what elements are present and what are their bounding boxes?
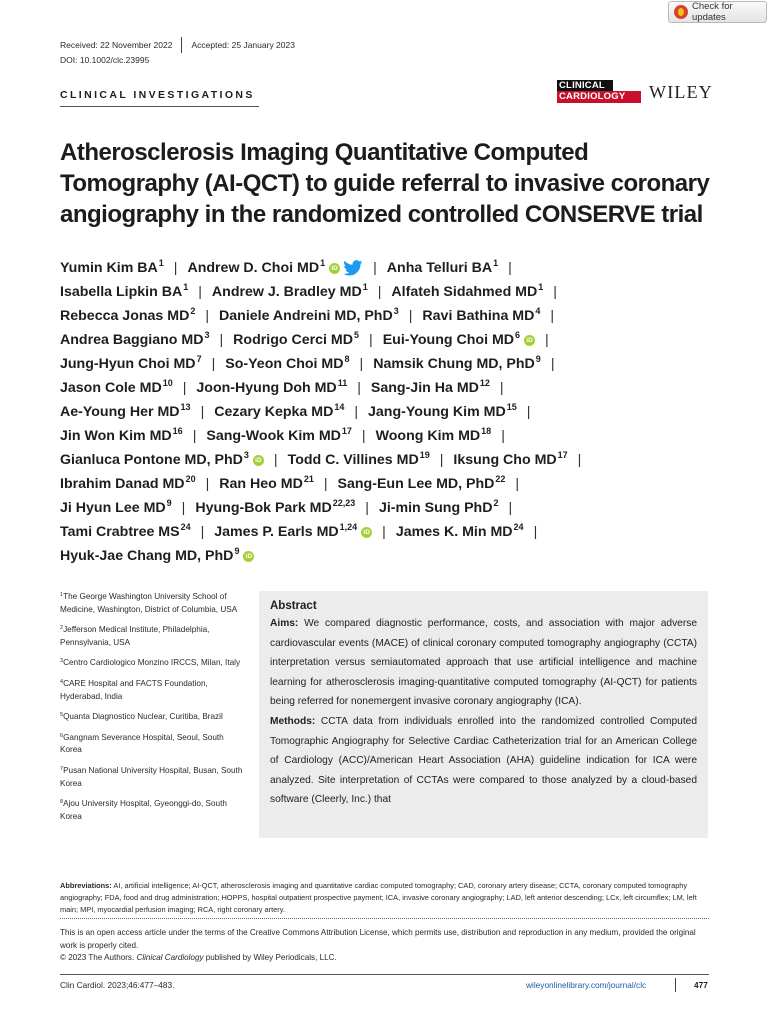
affiliation-text: Centro Cardiologico Monzino IRCCS, Milan, Italy	[63, 658, 241, 668]
author-affiliation-number: 17	[557, 450, 568, 460]
author-affiliation-number: 1	[362, 282, 368, 292]
orcid-icon[interactable]: iD	[524, 335, 535, 346]
author-separator: |	[361, 428, 366, 444]
author-name: Sang-Wook Kim MD	[206, 428, 341, 444]
author-affiliation-number: 13	[180, 402, 191, 412]
author-name: Ji Hyun Lee MD	[60, 500, 166, 516]
author-name: Joon-Hyung Doh MD	[196, 380, 337, 396]
affiliation-number: 5	[60, 712, 64, 719]
author-separator: |	[508, 260, 512, 276]
author-separator: |	[200, 524, 205, 540]
author-affiliation-number: 1	[320, 258, 326, 268]
copyright-journal: Clinical Cardiology	[136, 953, 204, 963]
author-separator: |	[508, 500, 513, 516]
affiliation-list	[60, 589, 246, 829]
author-name: Gianluca Pontone MD, PhD	[60, 452, 243, 468]
author-separator: |	[553, 284, 557, 300]
author-affiliation-number: 1	[538, 282, 544, 292]
author-affiliation-number: 10	[162, 378, 173, 388]
author-affiliation-number: 9	[166, 498, 172, 508]
author-affiliation-number: 1	[183, 282, 189, 292]
author-separator: |	[200, 404, 205, 420]
author-line	[60, 424, 720, 448]
author-separator: |	[515, 476, 520, 492]
author-line	[60, 256, 720, 280]
author-separator: |	[499, 380, 504, 396]
citation: Clin Cardiol. 2023;46:477–483.	[60, 980, 175, 990]
author-affiliation-number: 3	[243, 450, 249, 460]
check-for-updates-button[interactable]	[668, 1, 767, 23]
author-affiliation-number: 9	[535, 354, 541, 364]
orcid-icon[interactable]: iD	[253, 455, 264, 466]
affiliation-text: CARE Hospital and FACTS Foundation, Hyderabad, India	[60, 678, 208, 701]
author-separator: |	[359, 356, 364, 372]
author-name: Ran Heo MD	[219, 476, 303, 492]
author-name: Iksung Cho MD	[453, 452, 557, 468]
methods-label: Methods:	[270, 715, 316, 727]
section-label: CLINICAL INVESTIGATIONS	[60, 89, 255, 101]
copyright-line	[60, 952, 709, 965]
author-affiliation-number: 3	[393, 306, 399, 316]
author-name: James K. Min MD	[395, 524, 513, 540]
affiliation-item	[60, 622, 246, 649]
affiliation-number: 4	[60, 678, 64, 685]
author-affiliation-number: 22,23	[332, 498, 356, 508]
author-affiliation-number: 22	[495, 474, 506, 484]
author-affiliation-number: 20	[185, 474, 196, 484]
orcid-icon[interactable]: iD	[243, 551, 254, 562]
author-separator: |	[205, 308, 210, 324]
author-name: Jin Won Kim MD	[60, 428, 172, 444]
author-affiliation-number: 2	[190, 306, 196, 316]
author-name: Yumin Kim BA	[60, 260, 158, 276]
author-line	[60, 472, 720, 496]
author-affiliation-number: 9	[234, 546, 240, 556]
aims-text: We compared diagnostic performance, costs, and association with major adverse cardiovascular events (MACE) of clinical coronary computed tomography angiography (CCTA) interpretation versus semiautomated approach that use artificial intelligence and machine learning for atherosclerosis imaging-quantitative computed tomography (AI-QCT) for patients being referred for nonemergent invasive coronary angiography (ICA).	[270, 618, 697, 708]
author-affiliation-number: 5	[353, 330, 359, 340]
author-name: Andrea Baggiano MD	[60, 332, 204, 348]
author-name: Tami Crabtree MS	[60, 524, 180, 540]
author-list	[60, 256, 720, 568]
author-name: Ae-Young Her MD	[60, 404, 180, 420]
affiliation-item	[60, 763, 246, 790]
author-separator: |	[211, 356, 216, 372]
received-date: Received: 22 November 2022	[60, 40, 173, 50]
author-line	[60, 328, 720, 352]
author-separator: |	[357, 380, 361, 396]
abstract-heading: Abstract	[270, 600, 317, 612]
orcid-icon[interactable]: iD	[361, 527, 372, 538]
author-separator: |	[373, 260, 377, 276]
author-separator: |	[526, 404, 531, 420]
author-separator: |	[439, 452, 444, 468]
author-name: Sang-Eun Lee MD, PhD	[337, 476, 495, 492]
affiliation-text: Gangnam Severance Hospital, Seoul, South Korea	[60, 732, 224, 755]
author-affiliation-number: 6	[515, 330, 521, 340]
affiliation-number: 2	[60, 625, 64, 632]
footer-rule	[60, 974, 709, 975]
author-separator: |	[501, 428, 505, 444]
author-name: Andrew J. Bradley MD	[211, 284, 362, 300]
author-affiliation-number: 17	[341, 426, 352, 436]
author-separator: |	[365, 500, 369, 516]
author-separator: |	[198, 284, 202, 300]
clinical-cardiology-logo	[557, 80, 643, 104]
author-name: Namsik Chung MD, PhD	[373, 356, 535, 372]
article-dates	[60, 37, 295, 53]
author-separator: |	[181, 500, 186, 516]
check-updates-icon	[674, 5, 688, 19]
affiliation-item	[60, 796, 246, 823]
author-name: Rebecca Jonas MD	[60, 308, 190, 324]
author-name: Ibrahim Danad MD	[60, 476, 185, 492]
doi: DOI: 10.1002/clc.23995	[60, 55, 150, 65]
author-affiliation-number: 19	[419, 450, 430, 460]
author-affiliation-number: 16	[172, 426, 183, 436]
author-name: Eui-Young Choi MD	[382, 332, 515, 348]
author-affiliation-number: 4	[535, 306, 541, 316]
author-line	[60, 448, 720, 472]
author-line	[60, 544, 720, 568]
affiliation-text: Jefferson Medical Institute, Philadelphia, Pennsylvania, USA	[60, 625, 210, 647]
author-line	[60, 304, 720, 328]
page-number-separator	[675, 978, 676, 992]
methods-text: CCTA data from individuals enrolled into the randomized controlled Computed Tomographic Angiography for Selective Cardiac Catheterization trial for an American College of Cardiology (ACC)/American Heart Association (AHA) guideline indication for ICA were analyzed. Site interpretation of CCTAs were compared to those analyzed by a cloud-based software (Cleerly, Inc.) that	[270, 715, 697, 806]
author-affiliation-number: 2	[493, 498, 499, 508]
author-separator: |	[550, 308, 555, 324]
date-separator	[181, 37, 182, 53]
author-line	[60, 352, 720, 376]
author-name: Anha Telluri BA	[386, 260, 493, 276]
orcid-icon[interactable]: iD	[329, 263, 340, 274]
author-separator: |	[354, 404, 359, 420]
journal-link[interactable]: wileyonlinelibrary.com/journal/clc	[526, 980, 647, 990]
author-name: Jang-Young Kim MD	[368, 404, 506, 420]
author-separator: |	[323, 476, 328, 492]
abbreviations	[60, 880, 709, 915]
author-separator: |	[408, 308, 413, 324]
affiliation-text: The George Washington University School of Medicine, Washington, District of Columbia, USA	[60, 592, 238, 614]
author-name: Isabella Lipkin BA	[60, 284, 183, 300]
author-name: Andrew D. Choi MD	[187, 260, 320, 276]
author-separator: |	[273, 452, 278, 468]
wiley-logo: WILEY	[649, 82, 713, 102]
author-affiliation-number: 1	[158, 258, 164, 268]
copyright-suffix: published by Wiley Periodicals, LLC.	[203, 953, 337, 963]
author-affiliation-number: 21	[303, 474, 314, 484]
affiliation-item	[60, 589, 246, 616]
affiliation-text: Ajou University Hospital, Gyeonggi-do, South Korea	[60, 799, 227, 821]
author-name: Ji-min Sung PhD	[378, 500, 493, 516]
affiliation-number: 3	[60, 658, 64, 665]
affiliation-number: 7	[60, 765, 64, 772]
logo-line-clinical: CLINICAL	[557, 80, 613, 91]
author-line	[60, 496, 720, 520]
accepted-date: Accepted: 25 January 2023	[191, 40, 295, 50]
license-text: This is an open access article under the terms of the Creative Commons Attribution License, which permits use, distribution and reproduction in any medium, provided the original work is properly cited.	[60, 928, 696, 950]
author-affiliation-number: 1	[493, 258, 499, 268]
abbreviations-label: Abbreviations:	[60, 881, 112, 890]
affiliation-number: 6	[60, 732, 64, 739]
author-separator: |	[192, 428, 197, 444]
author-name: Daniele Andreini MD, PhD	[219, 308, 393, 324]
author-affiliation-number: 8	[344, 354, 350, 364]
affiliation-item	[60, 655, 246, 670]
affiliation-text: Quanta Diagnostico Nuclear, Curitiba, Brazil	[63, 712, 223, 722]
author-line	[60, 520, 720, 544]
author-name: Woong Kim MD	[375, 428, 481, 444]
author-name: Rodrigo Cerci MD	[233, 332, 353, 348]
license-notice	[60, 927, 709, 965]
author-name: Alfateh Sidahmed MD	[391, 284, 538, 300]
affiliation-item	[60, 709, 246, 724]
author-affiliation-number: 18	[481, 426, 492, 436]
author-name: Todd C. Villines MD	[287, 452, 419, 468]
author-affiliation-number: 12	[479, 378, 490, 388]
author-separator: |	[205, 476, 210, 492]
author-separator: |	[182, 380, 187, 396]
dotted-divider	[60, 918, 709, 919]
author-separator: |	[577, 452, 582, 468]
author-separator: |	[550, 356, 555, 372]
author-name: Ravi Bathina MD	[422, 308, 535, 324]
author-name: Hyung-Bok Park MD	[195, 500, 332, 516]
page-number: 477	[694, 980, 708, 990]
copyright-prefix: © 2023 The Authors.	[60, 953, 137, 963]
author-line	[60, 280, 720, 304]
author-name: So-Yeon Choi MD	[225, 356, 344, 372]
abstract-aims	[270, 614, 697, 712]
author-name: Cezary Kepka MD	[214, 404, 334, 420]
article-title: Atherosclerosis Imaging Quantitative Computed Tomography (AI-QCT) to guide referral to invasive coronary angiography in the randomized controlled CONSERVE trial	[60, 139, 710, 228]
affiliation-number: 1	[60, 592, 64, 598]
author-line	[60, 376, 720, 400]
author-name: Jung-Hyun Choi MD	[60, 356, 196, 372]
twitter-icon[interactable]	[343, 260, 363, 276]
logo-line-cardiology: CARDIOLOGY	[557, 91, 641, 103]
affiliation-number: 8	[60, 799, 64, 806]
author-affiliation-number: 14	[334, 402, 345, 412]
author-separator: |	[369, 332, 373, 348]
abbreviations-text: AI, artificial intelligence; AI-QCT, atherosclerosis imaging and quantitative cardiac computed tomography; CAD, coronary artery disease; CCTA, coronary computed tomography angiography; FDA, food and drug administration; HOPPS, hospital outpatient prospective payment; ICA, invasive coronary angiography; LAD, left anterior descending; LCx, left circumflex; LM, left main; MPI, myocardial perfusion imaging; RCA, right coronary artery.	[60, 881, 697, 914]
author-separator: |	[382, 524, 386, 540]
author-separator: |	[377, 284, 382, 300]
author-separator: |	[533, 524, 538, 540]
author-line	[60, 400, 720, 424]
author-separator: |	[219, 332, 224, 348]
author-separator: |	[173, 260, 178, 276]
section-underline	[60, 106, 259, 107]
author-affiliation-number: 24	[180, 522, 191, 532]
author-affiliation-number: 24	[513, 522, 524, 532]
author-separator: |	[545, 332, 549, 348]
author-name: Jason Cole MD	[60, 380, 162, 396]
author-affiliation-number: 3	[204, 330, 210, 340]
author-name: Hyuk-Jae Chang MD, PhD	[60, 548, 234, 564]
author-name: Sang-Jin Ha MD	[370, 380, 479, 396]
aims-label: Aims:	[270, 618, 299, 629]
abstract-methods	[270, 712, 697, 810]
author-name: James P. Earls MD	[214, 524, 339, 540]
affiliation-text: Pusan National University Hospital, Busan, South Korea	[60, 765, 243, 788]
author-affiliation-number: 7	[196, 354, 202, 364]
affiliation-item	[60, 676, 246, 703]
affiliation-item	[60, 730, 246, 757]
author-affiliation-number: 15	[506, 402, 517, 412]
author-affiliation-number: 1,24	[339, 522, 358, 532]
abstract-box	[259, 591, 708, 838]
author-affiliation-number: 11	[337, 378, 348, 388]
check-updates-label: Check for updates	[692, 1, 733, 23]
